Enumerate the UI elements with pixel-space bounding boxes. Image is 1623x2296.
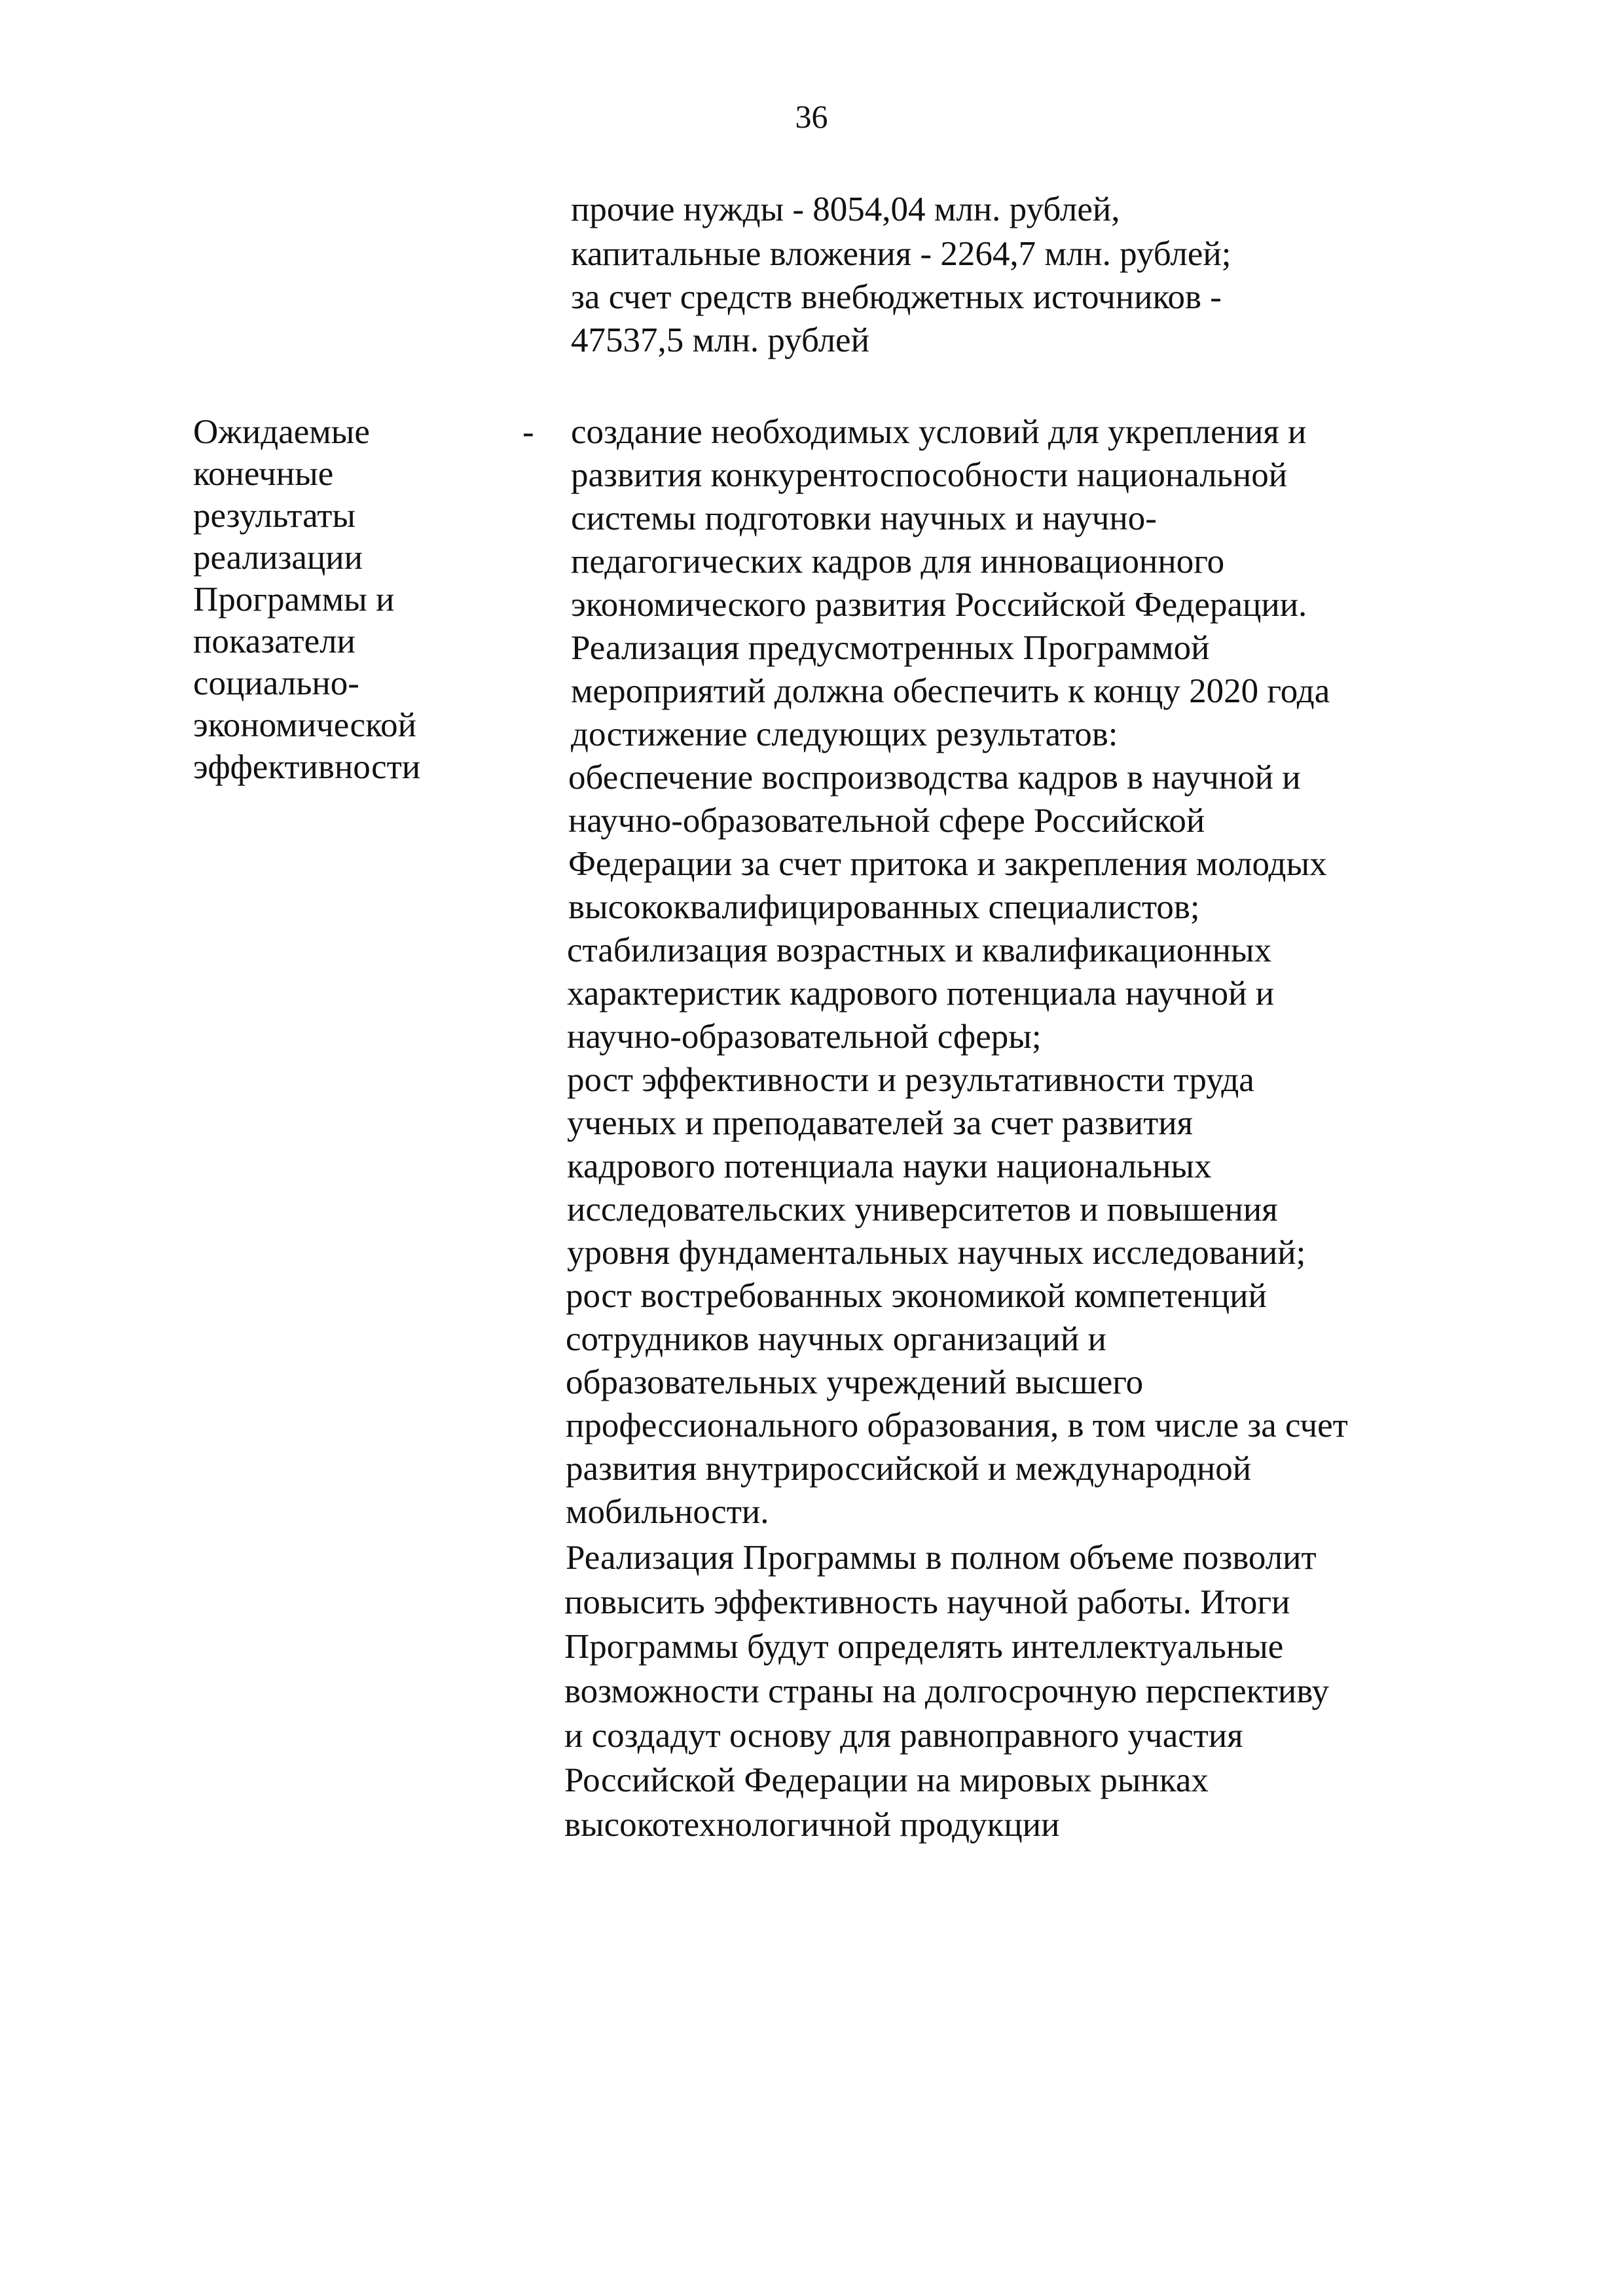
- section-label-line: конечные: [193, 455, 334, 493]
- result-line: возможности страны на долгосрочную перспективу: [564, 1672, 1329, 1710]
- result-line: педагогических кадров для инновационного: [571, 543, 1225, 581]
- result-line: исследовательских университетов и повышения: [567, 1191, 1278, 1229]
- result-line: характеристик кадрового потенциала научной и: [567, 975, 1275, 1013]
- section-label-line: Ожидаемые: [193, 413, 370, 451]
- section-label-line: экономической: [193, 706, 417, 744]
- separator-dash: -: [522, 413, 534, 451]
- result-line: достижение следующих результатов:: [571, 715, 1118, 753]
- result-line: рост эффективности и результативности труда: [567, 1061, 1254, 1099]
- result-line: ученых и преподавателей за счет развития: [567, 1104, 1193, 1142]
- page-number: 36: [795, 98, 828, 135]
- result-line: и создадут основу для равноправного участия: [564, 1717, 1243, 1755]
- result-line: системы подготовки научных и научно-: [571, 499, 1157, 537]
- section-label-line: Программы и: [193, 581, 395, 619]
- result-line: Программы будут определять интеллектуальные: [564, 1628, 1284, 1666]
- result-line: высококвалифицированных специалистов;: [568, 888, 1200, 926]
- result-line: научно-образовательной сфере Российской: [568, 802, 1205, 840]
- result-line: рост востребованных экономикой компетенций: [566, 1277, 1267, 1315]
- result-line: кадрового потенциала науки национальных: [567, 1147, 1212, 1185]
- result-line: мероприятий должна обеспечить к концу 2020 года: [571, 672, 1330, 710]
- result-line: Реализация Программы в полном объеме позволит: [566, 1539, 1317, 1577]
- result-line: развития внутрироссийской и международной: [566, 1450, 1252, 1488]
- result-line: развития конкурентоспособности национальной: [571, 456, 1288, 494]
- result-line: Федерации за счет притока и закрепления молодых: [568, 845, 1327, 883]
- section-label-line: показатели: [193, 622, 356, 660]
- section-label-line: реализации: [193, 539, 363, 577]
- funding-line: за счет средств внебюджетных источников -: [571, 278, 1222, 316]
- result-line: повысить эффективность научной работы. Итоги: [564, 1583, 1290, 1621]
- result-line: создание необходимых условий для укрепления и: [571, 413, 1307, 451]
- funding-line: капитальные вложения - 2264,7 млн. рублей;: [571, 235, 1231, 273]
- result-line: стабилизация возрастных и квалификационных: [567, 931, 1272, 969]
- result-line: образовательных учреждений высшего: [566, 1363, 1144, 1401]
- result-line: профессионального образования, в том числе за счет: [566, 1407, 1348, 1444]
- result-line: мобильности.: [566, 1493, 769, 1531]
- result-line: Реализация предусмотренных Программой: [571, 629, 1210, 667]
- section-label-line: результаты: [193, 497, 356, 535]
- result-line: сотрудников научных организаций и: [566, 1320, 1106, 1358]
- result-line: уровня фундаментальных научных исследований;: [567, 1234, 1306, 1272]
- section-label-line: эффективности: [193, 748, 421, 786]
- result-line: экономического развития Российской Федерации.: [571, 586, 1307, 624]
- result-line: научно-образовательной сферы;: [567, 1018, 1042, 1056]
- result-line: Российской Федерации на мировых рынках: [564, 1761, 1209, 1799]
- result-line: обеспечение воспроизводства кадров в научной и: [568, 759, 1301, 797]
- section-label-line: социально-: [193, 664, 359, 702]
- funding-line: 47537,5 млн. рублей: [571, 321, 869, 359]
- result-line: высокотехнологичной продукции: [564, 1806, 1060, 1844]
- funding-line: прочие нужды - 8054,04 млн. рублей,: [571, 190, 1120, 228]
